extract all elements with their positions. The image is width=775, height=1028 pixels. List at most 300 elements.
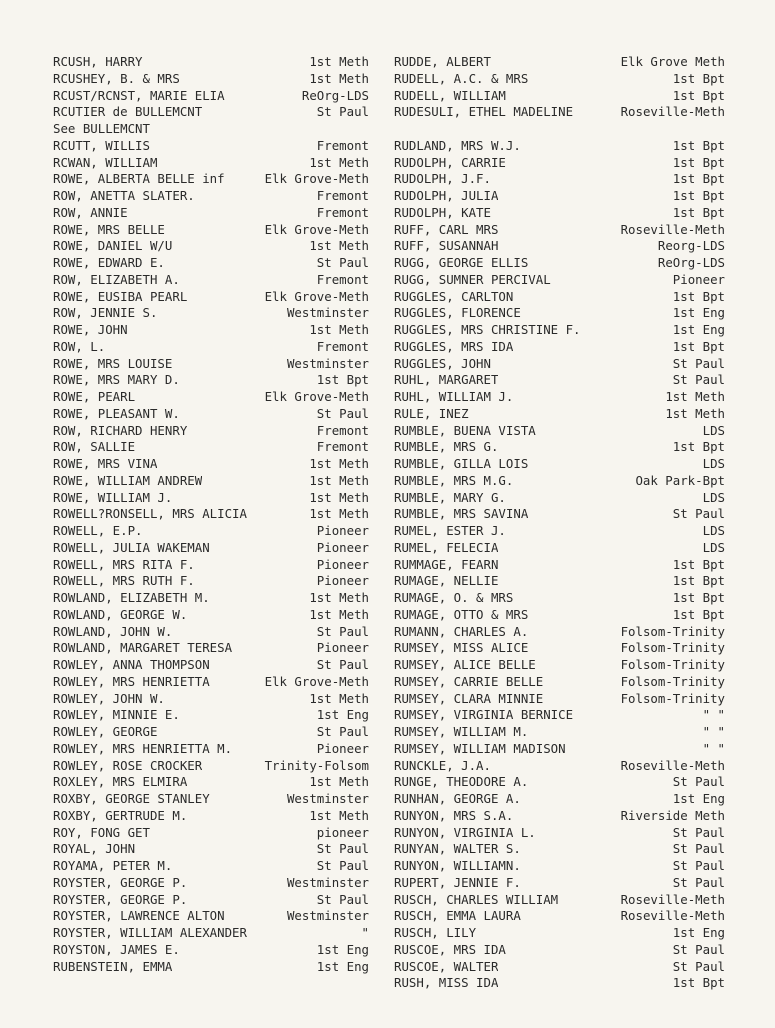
record-row bbox=[394, 389, 725, 406]
record-row bbox=[394, 138, 725, 155]
record-row bbox=[53, 155, 369, 172]
member-name: ROWE, MRS MARY D. bbox=[53, 372, 180, 388]
record-row bbox=[53, 791, 369, 808]
church-name: 1st Meth bbox=[309, 774, 369, 790]
church-name: 1st Eng bbox=[672, 791, 725, 806]
record-row bbox=[53, 624, 369, 641]
member-name: ROYAL, JOHN bbox=[53, 841, 136, 857]
member-name: RUNYON, WILLIAMN. bbox=[394, 858, 521, 873]
church-name: 1st Bpt bbox=[672, 606, 725, 622]
church-name: 1st Bpt bbox=[672, 338, 725, 354]
member-name: RUMSEY, WILLIAM M. bbox=[394, 724, 529, 739]
member-name: RUGGLES, MRS IDA bbox=[394, 338, 514, 354]
church-name: 1st Eng bbox=[672, 305, 725, 321]
record-row bbox=[53, 272, 369, 289]
record-row bbox=[53, 456, 369, 473]
church-name: 1st Meth bbox=[309, 506, 369, 522]
member-name: RUPERT, JENNIE F. bbox=[394, 874, 521, 890]
member-name: ROWLEY, ANNA THOMPSON bbox=[53, 657, 210, 672]
record-row bbox=[53, 959, 369, 976]
church-name: St Paul bbox=[672, 506, 725, 522]
record-row bbox=[394, 71, 725, 88]
member-name: RUNGE, THEODORE A. bbox=[394, 774, 529, 790]
record-row bbox=[53, 356, 369, 373]
member-name: RUNYAN, WALTER S. bbox=[394, 841, 521, 857]
record-row bbox=[394, 925, 725, 942]
member-name: RUFF, SUSANNAH bbox=[394, 238, 499, 254]
record-row bbox=[53, 473, 369, 490]
member-name: RUNYON, MRS S.A. bbox=[394, 807, 514, 823]
church-name: 1st Bpt bbox=[672, 288, 725, 304]
church-name: Folsom-Trinity bbox=[620, 623, 725, 639]
record-row bbox=[394, 808, 725, 825]
record-row bbox=[53, 439, 369, 456]
record-row bbox=[53, 71, 369, 88]
record-row bbox=[53, 121, 369, 138]
record-row bbox=[394, 691, 725, 708]
member-name: RUBENSTEIN, EMMA bbox=[53, 958, 173, 974]
record-row bbox=[394, 88, 725, 105]
church-name: " " bbox=[702, 740, 725, 756]
record-row bbox=[394, 155, 725, 172]
member-name: ROY, FONG GET bbox=[53, 824, 150, 840]
record-row bbox=[394, 305, 725, 322]
record-row bbox=[394, 657, 725, 674]
member-name: ROW, JENNIE S. bbox=[53, 305, 158, 321]
church-name: Fremont bbox=[316, 271, 369, 287]
record-row bbox=[53, 741, 369, 758]
church-name: LDS bbox=[702, 523, 725, 538]
record-row bbox=[53, 523, 369, 540]
church-name: Pioneer bbox=[316, 523, 369, 538]
church-name: Elk Grove Meth bbox=[620, 54, 725, 69]
member-name: ROYSTON, JAMES E. bbox=[53, 941, 180, 957]
member-name: RUMSEY, MISS ALICE bbox=[394, 640, 529, 656]
member-name: RUMBLE, MRS G. bbox=[394, 439, 499, 455]
record-row bbox=[53, 758, 369, 775]
record-row bbox=[53, 171, 369, 188]
member-name: ROW, SALLIE bbox=[53, 439, 136, 455]
member-name: RUDELL, A.C. & MRS bbox=[394, 70, 529, 86]
church-name: " bbox=[361, 925, 369, 940]
member-name: ROWLEY, ROSE CROCKER bbox=[53, 757, 203, 773]
record-row bbox=[53, 238, 369, 255]
member-name: ROWLAND, MARGARET TERESA bbox=[53, 640, 233, 656]
member-name: RUHL, MARGARET bbox=[394, 372, 499, 388]
record-row bbox=[53, 255, 369, 272]
record-row bbox=[394, 640, 725, 657]
church-name: St Paul bbox=[672, 874, 725, 890]
church-name: 1st Meth bbox=[309, 590, 369, 605]
church-name: 1st Bpt bbox=[672, 137, 725, 153]
member-name: ROWE, MRS VINA bbox=[53, 456, 158, 471]
record-row bbox=[53, 289, 369, 306]
church-name: 1st Meth bbox=[309, 154, 369, 170]
member-name: RUMBLE, MRS SAVINA bbox=[394, 506, 529, 522]
member-name: RCUSH, HARRY bbox=[53, 54, 143, 69]
record-row bbox=[394, 791, 725, 808]
member-name: RULE, INEZ bbox=[394, 405, 469, 421]
record-row bbox=[53, 674, 369, 691]
member-name: ROWELL, MRS RUTH F. bbox=[53, 573, 195, 589]
church-name: Westminster bbox=[286, 305, 369, 321]
church-name: 1st Meth bbox=[309, 54, 369, 69]
record-row bbox=[394, 473, 725, 490]
record-row bbox=[394, 339, 725, 356]
member-name: RUSCH, LILY bbox=[394, 925, 477, 940]
record-row bbox=[394, 238, 725, 255]
church-name: Fremont bbox=[316, 338, 369, 354]
church-name: Folsom-Trinity bbox=[620, 690, 725, 706]
record-row bbox=[394, 975, 725, 992]
member-name: RUMSEY, ALICE BELLE bbox=[394, 657, 536, 672]
member-name: ROXBY, GERTRUDE M. bbox=[53, 807, 188, 823]
member-name: ROWE, WILLIAM J. bbox=[53, 489, 173, 505]
member-name: RUGGLES, MRS CHRISTINE F. bbox=[394, 322, 581, 337]
church-name: 1st Eng bbox=[672, 322, 725, 337]
record-row bbox=[53, 942, 369, 959]
member-name: RUMAGE, OTTO & MRS bbox=[394, 606, 529, 622]
record-row bbox=[394, 758, 725, 775]
record-row bbox=[394, 423, 725, 440]
record-row bbox=[53, 322, 369, 339]
member-name: RUMEL, FELECIA bbox=[394, 539, 499, 555]
church-name: 1st Bpt bbox=[672, 573, 725, 589]
church-name: St Paul bbox=[672, 774, 725, 790]
record-row bbox=[394, 825, 725, 842]
record-row bbox=[53, 925, 369, 942]
record-row bbox=[53, 858, 369, 875]
record-row bbox=[53, 657, 369, 674]
church-name: St Paul bbox=[672, 355, 725, 371]
member-name: RUMBLE, MARY G. bbox=[394, 489, 506, 505]
church-name: LDS bbox=[702, 422, 725, 438]
church-name: LDS bbox=[702, 539, 725, 555]
record-row bbox=[53, 908, 369, 925]
church-name: Folsom-Trinity bbox=[620, 640, 725, 656]
record-row bbox=[53, 104, 369, 121]
church-name: " " bbox=[702, 707, 725, 723]
record-row bbox=[53, 372, 369, 389]
church-name: Fremont bbox=[316, 422, 369, 438]
church-name: LDS bbox=[702, 456, 725, 471]
record-row bbox=[394, 942, 725, 959]
church-name: Oak Park-Bpt bbox=[635, 472, 725, 488]
record-row bbox=[394, 523, 725, 540]
member-name: RUMSEY, CLARA MINNIE bbox=[394, 690, 544, 706]
member-name: RUDOLPH, JULIA bbox=[394, 188, 499, 203]
member-name: ROYSTER, GEORGE P. bbox=[53, 891, 188, 907]
record-row bbox=[394, 908, 725, 925]
member-name: RUMBLE, GILLA LOIS bbox=[394, 456, 529, 471]
member-name: ROWE, PLEASANT W. bbox=[53, 405, 180, 421]
member-name: ROYSTER, GEORGE P. bbox=[53, 874, 188, 890]
church-name: Roseville-Meth bbox=[620, 757, 725, 773]
member-name: ROW, ELIZABETH A. bbox=[53, 271, 180, 287]
church-name: St Paul bbox=[672, 958, 725, 974]
member-name: RCUTT, WILLIS bbox=[53, 137, 150, 153]
record-row bbox=[53, 607, 369, 624]
record-row bbox=[394, 774, 725, 791]
member-name: ROXLEY, MRS ELMIRA bbox=[53, 774, 188, 790]
church-name: Riverside Meth bbox=[620, 807, 725, 823]
church-name: pioneer bbox=[316, 824, 369, 840]
church-name: St Paul bbox=[316, 405, 369, 421]
member-name: RUMSEY, CARRIE BELLE bbox=[394, 673, 544, 689]
record-row bbox=[394, 557, 725, 574]
church-name: 1st Meth bbox=[309, 489, 369, 505]
record-row bbox=[394, 674, 725, 691]
member-name: RUGG, SUMNER PERCIVAL bbox=[394, 271, 551, 287]
member-name: RUMMAGE, FEARN bbox=[394, 556, 499, 572]
record-row bbox=[394, 892, 725, 909]
member-name: RUSCH, CHARLES WILLIAM bbox=[394, 891, 559, 907]
record-row bbox=[394, 573, 725, 590]
member-name: RUDLAND, MRS W.J. bbox=[394, 137, 521, 153]
church-name: 1st Bpt bbox=[672, 556, 725, 572]
member-name: ROXBY, GEORGE STANLEY bbox=[53, 791, 210, 806]
church-name: Westminster bbox=[286, 791, 369, 806]
member-name: ROW, ANETTA SLATER. bbox=[53, 188, 195, 203]
church-name: Elk Grove-Meth bbox=[264, 673, 369, 689]
church-name: 1st Meth bbox=[665, 405, 725, 421]
church-name: Fremont bbox=[316, 439, 369, 455]
member-name: RUDESULI, ETHEL MADELINE bbox=[394, 104, 574, 120]
church-name: St Paul bbox=[316, 623, 369, 639]
church-name: 1st Bpt bbox=[672, 171, 725, 187]
church-name: St Paul bbox=[672, 372, 725, 388]
church-name: 1st Bpt bbox=[316, 372, 369, 388]
record-row bbox=[53, 490, 369, 507]
church-name: 1st Meth bbox=[665, 389, 725, 404]
church-name: Westminster bbox=[286, 908, 369, 924]
church-name: 1st Bpt bbox=[672, 439, 725, 455]
member-name: RCUSHEY, B. & MRS bbox=[53, 70, 180, 86]
member-name: ROYSTER, WILLIAM ALEXANDER bbox=[53, 925, 247, 940]
record-row bbox=[53, 808, 369, 825]
member-name: ROWE, MRS BELLE bbox=[53, 221, 165, 237]
church-name: Elk Grove-Meth bbox=[264, 171, 369, 187]
member-name: RUDELL, WILLIAM bbox=[394, 87, 506, 103]
record-row bbox=[394, 272, 725, 289]
record-row bbox=[394, 372, 725, 389]
record-row bbox=[53, 540, 369, 557]
church-name: " " bbox=[702, 724, 725, 739]
record-row bbox=[53, 640, 369, 657]
record-row bbox=[53, 54, 369, 71]
member-name: ROWLEY, MRS HENRIETTA bbox=[53, 673, 210, 689]
member-name: ROWLEY, GEORGE bbox=[53, 724, 158, 739]
church-name: 1st Eng bbox=[672, 925, 725, 940]
church-name: ReOrg-LDS bbox=[657, 255, 725, 270]
record-row bbox=[53, 691, 369, 708]
record-row bbox=[394, 289, 725, 306]
record-row bbox=[53, 138, 369, 155]
member-name: ROWE, JOHN bbox=[53, 322, 128, 337]
church-name: 1st Eng bbox=[316, 707, 369, 723]
member-name: ROWE, MRS LOUISE bbox=[53, 355, 173, 371]
church-name: Fremont bbox=[316, 188, 369, 203]
member-name: RUMANN, CHARLES A. bbox=[394, 623, 529, 639]
church-name: Reorg-LDS bbox=[657, 238, 725, 254]
member-name: See BULLEMCNT bbox=[53, 121, 150, 136]
member-name: RUGGLES, JOHN bbox=[394, 355, 491, 371]
record-row bbox=[394, 959, 725, 976]
member-name: RUGGLES, CARLTON bbox=[394, 288, 514, 304]
record-row bbox=[53, 707, 369, 724]
church-name: Elk Grove-Meth bbox=[264, 288, 369, 304]
church-name: 1st Bpt bbox=[672, 204, 725, 220]
member-name: RUSCOE, WALTER bbox=[394, 958, 499, 974]
record-row bbox=[53, 774, 369, 791]
member-name: ROWLAND, JOHN W. bbox=[53, 623, 173, 639]
church-name: 1st Eng bbox=[316, 941, 369, 957]
church-name: St Paul bbox=[316, 841, 369, 857]
church-name: 1st Bpt bbox=[672, 590, 725, 605]
record-row bbox=[394, 188, 725, 205]
member-name: RCWAN, WILLIAM bbox=[53, 154, 158, 170]
left-column bbox=[53, 54, 369, 975]
record-row bbox=[394, 490, 725, 507]
member-name: ROWE, EDWARD E. bbox=[53, 255, 165, 270]
church-name: St Paul bbox=[316, 891, 369, 907]
member-name: ROW, L. bbox=[53, 338, 106, 354]
member-name: RUDOLPH, J.F. bbox=[394, 171, 491, 187]
church-name: Pioneer bbox=[316, 556, 369, 572]
record-row bbox=[53, 389, 369, 406]
church-name: Fremont bbox=[316, 137, 369, 153]
member-name: RUMSEY, WILLIAM MADISON bbox=[394, 740, 566, 756]
member-name: RUMEL, ESTER J. bbox=[394, 523, 506, 538]
church-name: St Paul bbox=[316, 104, 369, 120]
church-name: 1st Bpt bbox=[672, 188, 725, 203]
member-name: RCUTIER de BULLEMCNT bbox=[53, 104, 203, 120]
member-name: ROWE, PEARL bbox=[53, 389, 136, 404]
record-row bbox=[53, 406, 369, 423]
record-row bbox=[394, 540, 725, 557]
member-name: RUNYON, VIRGINIA L. bbox=[394, 824, 536, 840]
member-name: RUMSEY, VIRGINIA BERNICE bbox=[394, 707, 574, 723]
member-name: ROW, ANNIE bbox=[53, 204, 128, 220]
record-row bbox=[53, 825, 369, 842]
member-name: RUNHAN, GEORGE A. bbox=[394, 791, 521, 806]
record-row bbox=[53, 892, 369, 909]
member-name: ROWELL?RONSELL, MRS ALICIA bbox=[53, 506, 247, 522]
record-row bbox=[53, 875, 369, 892]
record-row bbox=[53, 88, 369, 105]
church-name: Westminster bbox=[286, 874, 369, 890]
member-name: RUFF, CARL MRS bbox=[394, 221, 499, 237]
church-name: Folsom-Trinity bbox=[620, 657, 725, 672]
church-name: 1st Meth bbox=[309, 807, 369, 823]
record-row bbox=[394, 322, 725, 339]
record-row bbox=[394, 607, 725, 624]
church-name: Elk Grove-Meth bbox=[264, 389, 369, 404]
member-name: RUMAGE, O. & MRS bbox=[394, 590, 514, 605]
church-name: 1st Meth bbox=[309, 456, 369, 471]
record-row bbox=[394, 222, 725, 239]
record-row bbox=[394, 456, 725, 473]
record-row bbox=[394, 205, 725, 222]
member-name: RUSH, MISS IDA bbox=[394, 975, 499, 991]
church-name: 1st Meth bbox=[309, 606, 369, 622]
member-name: ROWE, EUSIBA PEARL bbox=[53, 288, 188, 304]
member-name: ROWE, WILLIAM ANDREW bbox=[53, 472, 203, 488]
member-name: RCUST/RCNST, MARIE ELIA bbox=[53, 87, 225, 103]
record-row bbox=[53, 506, 369, 523]
church-name: St Paul bbox=[672, 941, 725, 957]
record-row bbox=[394, 875, 725, 892]
church-name: 1st Meth bbox=[309, 472, 369, 488]
church-name: St Paul bbox=[316, 255, 369, 270]
member-name: RUGG, GEORGE ELLIS bbox=[394, 255, 529, 270]
member-name: RUMAGE, NELLIE bbox=[394, 573, 499, 589]
member-name: ROWLEY, MRS HENRIETTA M. bbox=[53, 740, 233, 756]
record-row bbox=[53, 724, 369, 741]
church-name: Fremont bbox=[316, 204, 369, 220]
record-row bbox=[53, 222, 369, 239]
member-name: ROWELL, MRS RITA F. bbox=[53, 556, 195, 572]
member-name: RUDDE, ALBERT bbox=[394, 54, 491, 69]
record-row bbox=[394, 54, 725, 71]
member-name: RUGGLES, FLORENCE bbox=[394, 305, 521, 321]
member-name: RUNCKLE, J.A. bbox=[394, 757, 491, 773]
member-name: ROW, RICHARD HENRY bbox=[53, 422, 188, 438]
record-row bbox=[394, 439, 725, 456]
member-name: RUMBLE, MRS M.G. bbox=[394, 472, 514, 488]
record-row bbox=[53, 188, 369, 205]
member-name: ROWELL, E.P. bbox=[53, 523, 143, 538]
record-row bbox=[394, 506, 725, 523]
record-row bbox=[394, 121, 725, 138]
member-name: ROWLEY, JOHN W. bbox=[53, 690, 165, 706]
church-name: 1st Meth bbox=[309, 690, 369, 706]
record-row bbox=[394, 171, 725, 188]
church-name: St Paul bbox=[672, 858, 725, 873]
church-name: 1st Bpt bbox=[672, 975, 725, 991]
record-row bbox=[53, 423, 369, 440]
record-row bbox=[53, 590, 369, 607]
church-name: Pioneer bbox=[316, 573, 369, 589]
record-row bbox=[394, 356, 725, 373]
record-row bbox=[53, 305, 369, 322]
member-name: RUDOLPH, KATE bbox=[394, 204, 491, 220]
church-name: Elk Grove-Meth bbox=[264, 221, 369, 237]
member-name: ROWLAND, ELIZABETH M. bbox=[53, 590, 210, 605]
right-column bbox=[394, 54, 725, 992]
church-name: Roseville-Meth bbox=[620, 221, 725, 237]
member-name: ROWE, DANIEL W/U bbox=[53, 238, 173, 254]
church-name: 1st Bpt bbox=[672, 87, 725, 103]
church-name: 1st Bpt bbox=[672, 70, 725, 86]
church-name: Westminster bbox=[286, 355, 369, 371]
record-row bbox=[394, 104, 725, 121]
church-name: Pioneer bbox=[316, 539, 369, 555]
record-row bbox=[53, 841, 369, 858]
record-row bbox=[394, 707, 725, 724]
church-name: Pioneer bbox=[316, 640, 369, 656]
church-name: St Paul bbox=[316, 657, 369, 672]
record-row bbox=[394, 741, 725, 758]
church-name: 1st Bpt bbox=[672, 154, 725, 170]
record-row bbox=[53, 205, 369, 222]
church-name: St Paul bbox=[672, 824, 725, 840]
church-name: ReOrg-LDS bbox=[301, 87, 369, 103]
member-name: RUHL, WILLIAM J. bbox=[394, 389, 514, 404]
church-name: 1st Meth bbox=[309, 70, 369, 86]
record-row bbox=[394, 841, 725, 858]
record-row bbox=[394, 255, 725, 272]
